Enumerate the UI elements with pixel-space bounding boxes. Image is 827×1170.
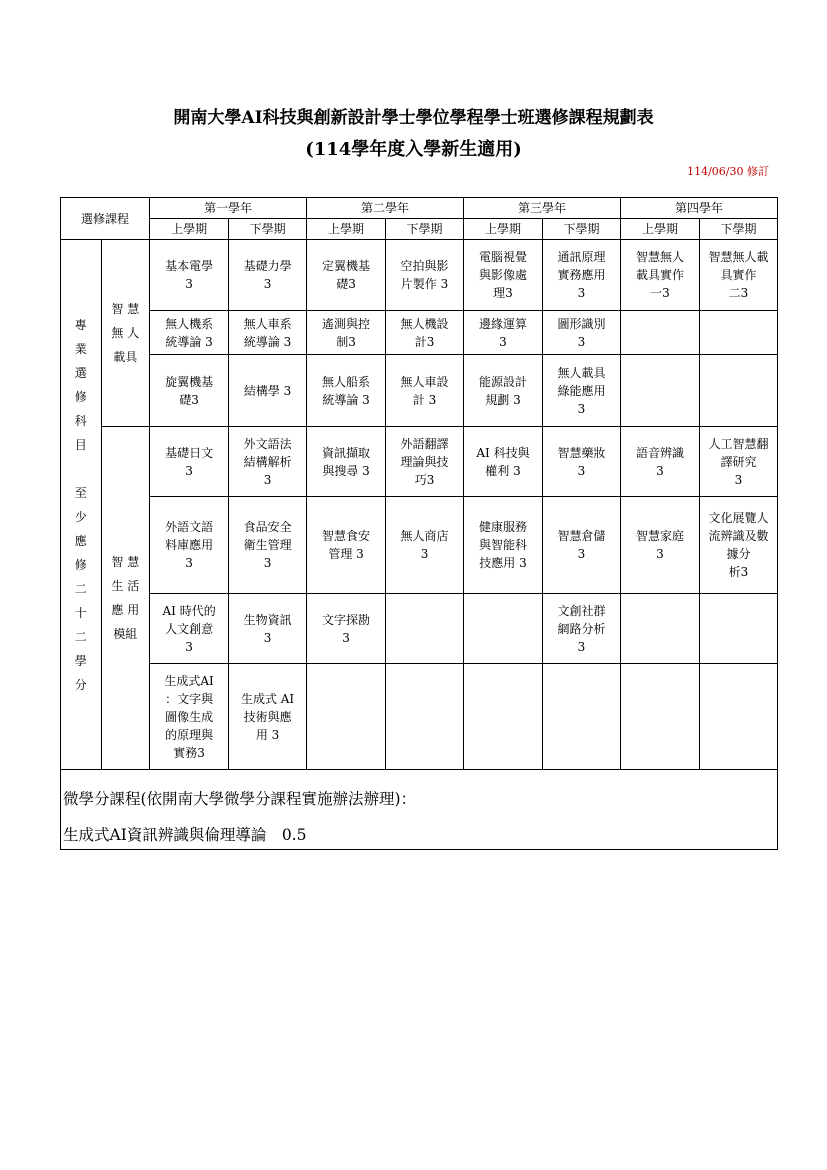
course-cell: 無人機設 計3 bbox=[400, 316, 449, 349]
course-cell: 文字探勘 3 bbox=[322, 612, 371, 645]
course-cell: 無人載具 綠能應用 3 bbox=[557, 365, 606, 416]
document-subtitle: (114學年度入學新生適用) bbox=[305, 139, 522, 160]
micro-credit-heading: 微學分課程(依開南大學微學分課程實施辦法辦理)： bbox=[63, 790, 417, 808]
course-cell: 外語文語 料庫應用 3 bbox=[165, 520, 214, 570]
course-cell: 結構學 3 bbox=[243, 383, 292, 398]
revision-date: 114/06/30 修訂 bbox=[687, 165, 769, 178]
term-header: 上學期 bbox=[150, 219, 229, 240]
course-cell: 健康服務 與智能科 技應用 3 bbox=[478, 520, 527, 570]
course-cell: AI 科技與 權利 3 bbox=[476, 445, 530, 478]
term-header: 下學期 bbox=[542, 219, 620, 240]
course-cell: 外語翻譯 理論與技 巧3 bbox=[400, 436, 449, 487]
course-row bbox=[61, 355, 778, 427]
course-cell bbox=[464, 628, 542, 630]
course-cell: AI 時代的 人文創意 3 bbox=[162, 603, 216, 654]
course-cell: 智慧無人 載具實作 一3 bbox=[635, 250, 684, 300]
group-label bbox=[101, 427, 150, 770]
micro-credit-course: 生成式AI資訊辨識與倫理導論 0.5 bbox=[63, 826, 307, 844]
course-cell: 邊緣運算 3 bbox=[478, 316, 527, 349]
corner-header: 選修課程 bbox=[61, 198, 150, 240]
course-row bbox=[61, 427, 778, 497]
year-header: 第四學年 bbox=[620, 198, 777, 219]
course-row bbox=[61, 664, 778, 770]
course-cell bbox=[700, 628, 777, 630]
course-row bbox=[61, 594, 778, 664]
course-cell: 空拍與影 片製作 3 bbox=[400, 259, 449, 291]
course-cell: 智慧倉儲 3 bbox=[557, 529, 606, 561]
course-cell: 圖形識別 3 bbox=[557, 316, 606, 349]
course-cell: 智慧無人載 具實作 二3 bbox=[708, 250, 769, 300]
course-cell: 智慧家庭 3 bbox=[635, 529, 684, 561]
course-cell bbox=[386, 628, 463, 630]
course-cell: 生成式AI ：文字與 圖像生成 的原理與 實務3 bbox=[164, 673, 214, 760]
course-cell: 無人機系 統導論 3 bbox=[165, 316, 214, 349]
course-cell: 基本電學 3 bbox=[165, 259, 214, 291]
category-label bbox=[61, 240, 102, 770]
course-cell bbox=[307, 716, 385, 718]
course-cell: 基礎力學 3 bbox=[243, 259, 292, 291]
course-cell: 資訊擷取 與搜尋 3 bbox=[322, 445, 371, 478]
course-cell: 無人商店 3 bbox=[400, 529, 449, 561]
course-row bbox=[61, 311, 778, 355]
year-header: 第一學年 bbox=[150, 198, 307, 219]
category-text: 專 業 選 修 科 目 至 少 應 修 二 十 二 學 分 bbox=[74, 317, 87, 692]
micro-credit-box bbox=[60, 767, 778, 850]
course-row bbox=[61, 240, 778, 311]
course-cell bbox=[700, 390, 777, 392]
course-cell: 外文語法 結構解析 3 bbox=[243, 436, 292, 487]
course-cell: 智慧藥妝 3 bbox=[557, 445, 606, 478]
course-cell bbox=[621, 332, 699, 334]
course-cell: 遙測與控 制3 bbox=[322, 316, 371, 349]
course-cell bbox=[386, 716, 463, 718]
year-header: 第二學年 bbox=[307, 198, 464, 219]
course-cell bbox=[621, 628, 699, 630]
course-cell bbox=[543, 716, 620, 718]
term-header: 下學期 bbox=[229, 219, 307, 240]
course-cell: 無人車系 統導論 3 bbox=[243, 316, 292, 349]
course-cell: 無人車設 計 3 bbox=[400, 374, 449, 407]
course-plan-table bbox=[60, 197, 778, 770]
term-header: 上學期 bbox=[307, 219, 386, 240]
course-cell: 人工智慧翻 譯研究 3 bbox=[708, 436, 769, 487]
course-cell: 智慧食安 管理 3 bbox=[322, 529, 371, 561]
course-cell: 電腦視覺 與影像處 理3 bbox=[478, 250, 527, 300]
course-cell: 語音辨識 3 bbox=[635, 445, 684, 478]
course-cell: 旋翼機基 礎3 bbox=[165, 374, 214, 407]
course-cell: 文創社群 網路分析 3 bbox=[557, 603, 606, 654]
course-cell: 通訊原理 實務應用 3 bbox=[557, 250, 606, 300]
course-cell: 能源設計 規劃 3 bbox=[478, 374, 527, 407]
course-cell bbox=[464, 716, 542, 718]
year-header-row bbox=[61, 198, 778, 219]
course-cell: 定翼機基 礎3 bbox=[322, 259, 371, 291]
course-cell: 文化展覽人 流辨識及數 據分 析3 bbox=[708, 511, 769, 579]
term-header-row bbox=[61, 219, 778, 240]
course-cell bbox=[621, 716, 699, 718]
group-text: 智 慧 生 活 應 用 模組 bbox=[111, 555, 140, 641]
term-header: 下學期 bbox=[386, 219, 464, 240]
term-header: 上學期 bbox=[620, 219, 699, 240]
course-cell bbox=[700, 332, 777, 334]
term-header: 上學期 bbox=[464, 219, 543, 240]
course-cell: 無人船系 統導論 3 bbox=[322, 374, 371, 407]
year-header: 第三學年 bbox=[464, 198, 621, 219]
course-cell bbox=[700, 716, 777, 718]
term-header: 下學期 bbox=[699, 219, 777, 240]
course-cell: 食品安全 衛生管理 3 bbox=[243, 520, 292, 570]
course-cell: 基礎日文 3 bbox=[165, 445, 214, 478]
course-cell: 生物資訊 3 bbox=[243, 612, 292, 645]
course-cell bbox=[621, 390, 699, 392]
course-cell: 生成式 AI 技術與應 用 3 bbox=[240, 691, 295, 742]
document-title: 開南大學AI科技與創新設計學士學位學程學士班選修課程規劃表 bbox=[173, 108, 654, 128]
group-text: 智 慧 無 人 載具 bbox=[111, 302, 140, 364]
course-row bbox=[61, 497, 778, 594]
group-label bbox=[101, 240, 150, 427]
